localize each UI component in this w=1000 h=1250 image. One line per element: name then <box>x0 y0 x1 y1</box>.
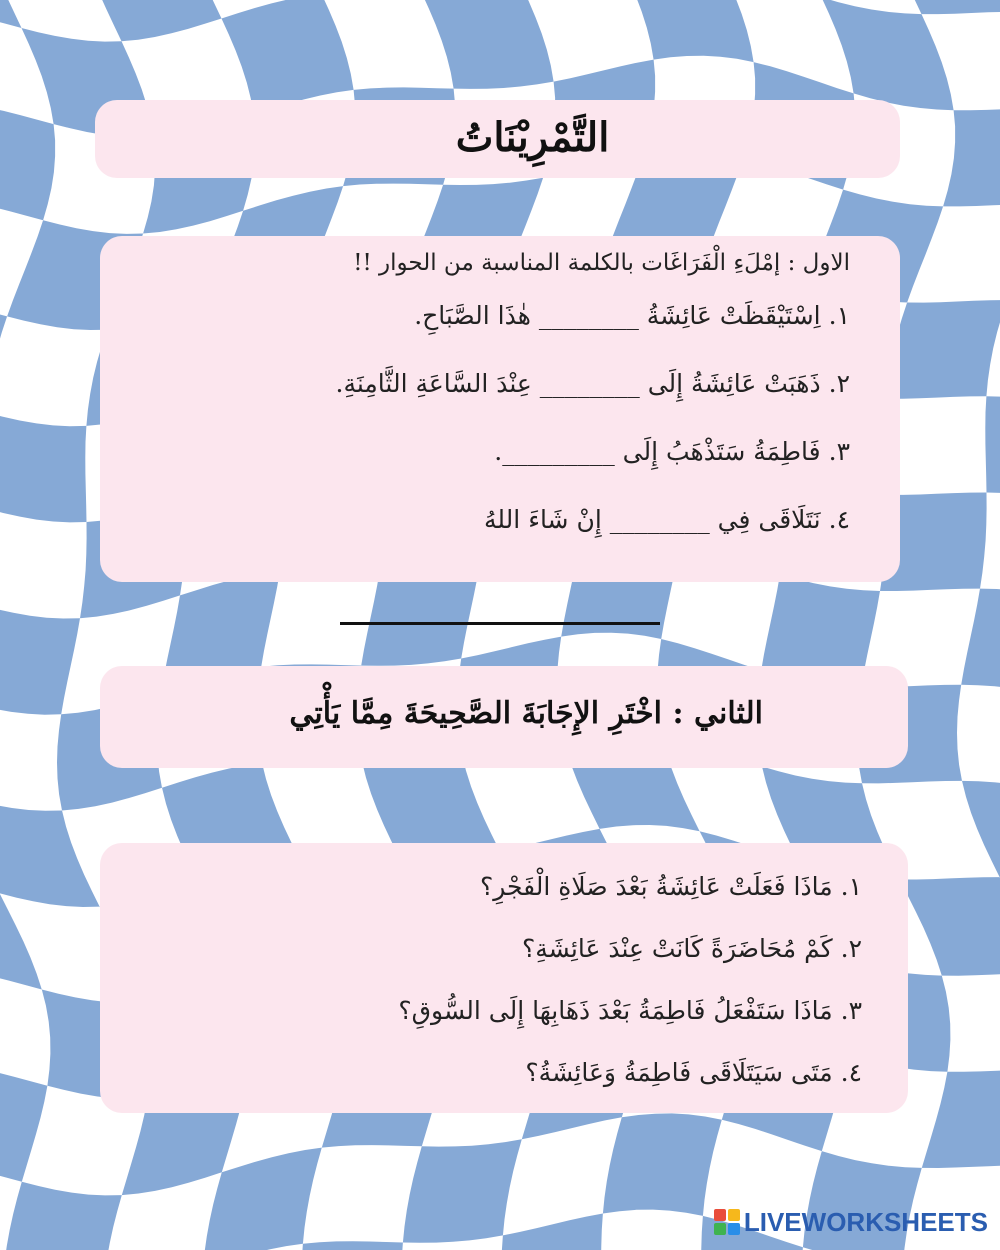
item-number: ٤. <box>840 1058 862 1087</box>
checker-tile <box>0 797 100 907</box>
checker-tile <box>962 781 1000 889</box>
exercise-1-item <box>140 430 850 498</box>
item-number: ٤. <box>828 505 850 534</box>
item-text: نَتَلَاقَى فِي ________ إِنْ شَاءَ اللهُ <box>484 505 821 534</box>
checker-tile <box>0 101 55 220</box>
exercise-1-card <box>100 236 900 582</box>
exercise-1-item <box>140 498 850 566</box>
checker-tile <box>985 396 1000 504</box>
liveworksheets-logo-icon <box>714 1209 740 1235</box>
checker-tile <box>961 589 1000 697</box>
checker-tile <box>301 1241 403 1250</box>
checker-tile <box>81 0 222 41</box>
item-text: فَاطِمَةُ سَتَذْهَبُ إِلَى _________. <box>494 437 821 466</box>
checker-tile <box>403 1139 522 1242</box>
section-divider <box>340 622 660 625</box>
exercise-2-item <box>140 989 862 1051</box>
checker-tile <box>881 0 1000 14</box>
item-text: مَاذَا سَتَفْعَلُ فَاطِمَةُ بَعْدَ ذَهَابِهَا إِلَى السُّوقِ؟ <box>398 996 833 1025</box>
checker-tile <box>0 1063 47 1182</box>
checker-tile <box>0 413 86 523</box>
checker-tile <box>943 108 1000 207</box>
exercise-1-item <box>140 362 850 430</box>
checker-tile <box>922 1069 1000 1168</box>
exercise-1-item <box>140 294 850 362</box>
item-text: مَتَى سَيَتَلَاقَى فَاطِمَةُ وَعَائِشَةُ؟ <box>525 1058 833 1087</box>
checker-tile <box>3 1182 122 1250</box>
item-text: اِسْتَيْقَظَتْ عَائِشَةُ ________ هٰذَا الصَّبَاحِ. <box>414 301 821 330</box>
checker-tile <box>900 877 1000 976</box>
exercise-2-item <box>140 927 862 989</box>
title-card <box>95 100 900 178</box>
exercise-2-item <box>140 1051 862 1113</box>
liveworksheets-brand[interactable] <box>714 1206 988 1238</box>
item-number: ٢. <box>828 369 850 398</box>
exercise-2-header-card <box>100 666 908 768</box>
exercise-2-item <box>140 865 862 927</box>
checker-tile <box>886 300 1000 399</box>
page-title: التَّمْرِيْنَاتُ <box>455 114 610 161</box>
checker-tile <box>0 294 7 413</box>
checker-tile <box>603 1113 722 1216</box>
brand-name: LIVEWORKSHEETS <box>743 1206 988 1237</box>
checker-tile <box>622 0 754 62</box>
item-text: ذَهَبَتْ عَائِشَةُ إِلَى ________ عِنْدَ السَّاعَةِ الثَّامِنَةِ. <box>335 369 821 398</box>
exercise-1-instruction: الاول : إمْلَءِ الْفَرَاغَات بالكلمة المناسبة من الحوار !! <box>353 250 850 276</box>
checker-tile <box>501 1214 603 1250</box>
checker-tile <box>422 0 554 89</box>
item-number: ١. <box>840 872 862 901</box>
item-text: مَاذَا فَعَلَتْ عَائِشَةُ بَعْدَ صَلَاةِ الْفَجْرِ؟ <box>479 872 833 901</box>
checker-tile <box>0 0 22 28</box>
item-number: ٢. <box>840 934 862 963</box>
item-number: ٣. <box>828 437 850 466</box>
item-text: كَمْ مُحَاضَرَةً كَانَتْ عِنْدَ عَائِشَةِ؟ <box>521 934 833 963</box>
checker-tile <box>0 605 80 715</box>
exercise-2-card <box>100 843 908 1113</box>
exercise-2-instruction: الثاني : اخْتَرِ الإِجَابَةَ الصَّحِيحَةَ مِمَّا يَأْتِي <box>289 696 763 731</box>
item-number: ٣. <box>840 996 862 1025</box>
item-number: ١. <box>828 301 850 330</box>
checker-tile <box>222 0 354 115</box>
